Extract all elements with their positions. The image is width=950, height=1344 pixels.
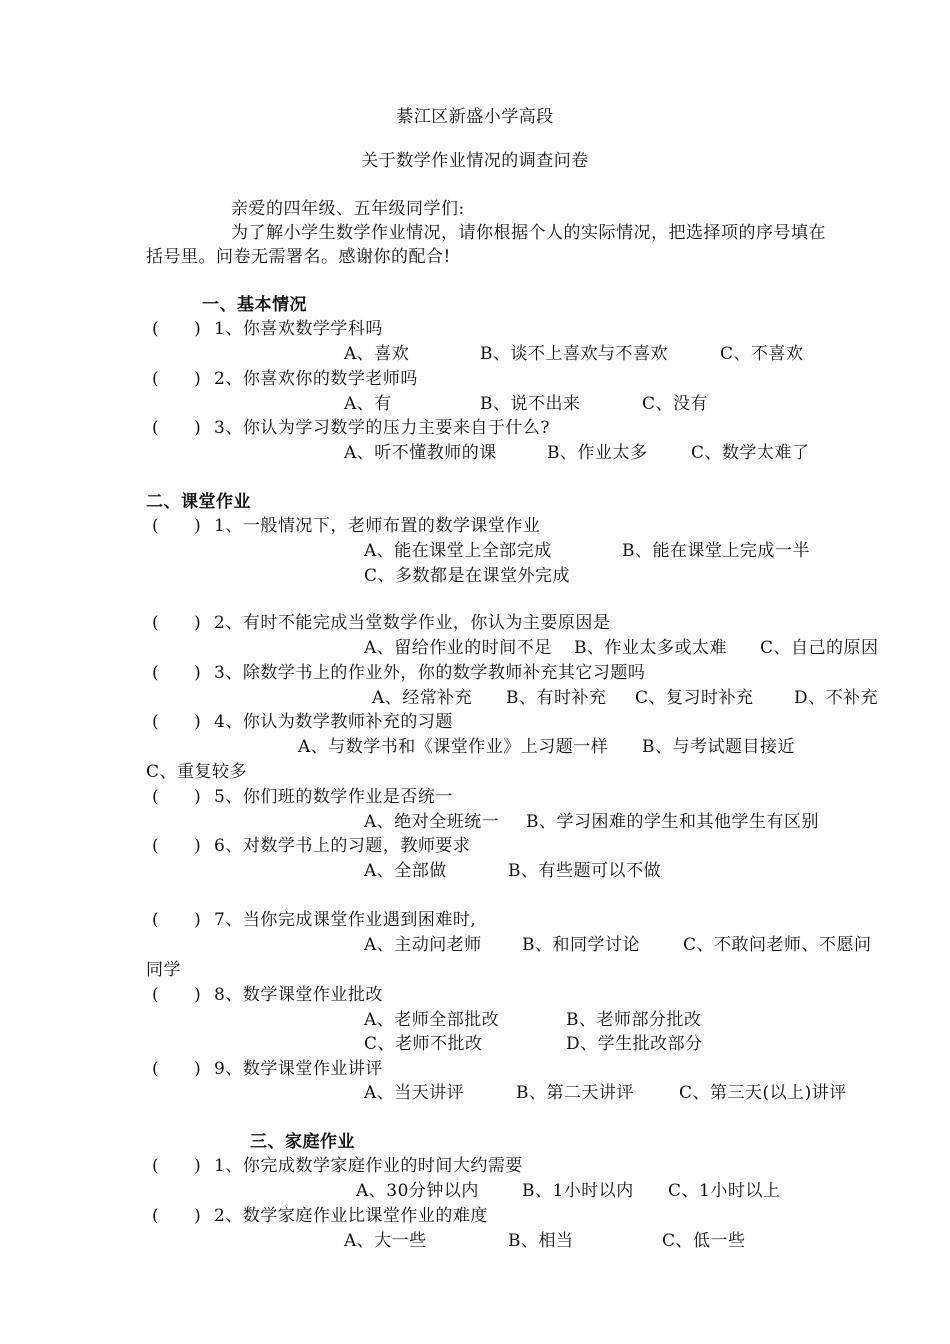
question-text: 3、除数学书上的作业外，你的数学教师补充其它习题吗 [214,663,646,683]
question-2-7 [152,909,476,931]
option: B、作业太多或太难 [574,638,727,658]
question-text: 2、你喜欢你的数学老师吗 [214,369,418,389]
question-2-1 [152,515,540,537]
option: B、说不出来 [480,394,581,414]
question-text: 1、你完成数学家庭作业的时间大约需要 [214,1156,523,1176]
option: C、多数都是在课堂外完成 [364,566,571,586]
question-text: 7、当你完成课堂作业遇到困难时, [214,910,477,930]
school-name: 綦江区新盛小学高段 [396,107,554,127]
question-text: 3、你认为学习数学的压力主要来自于什么? [214,418,550,438]
question-2-5 [152,786,453,808]
option: B、与考试题目接近 [642,737,795,757]
option: B、能在课堂上完成一半 [622,541,810,561]
option: B、相当 [508,1231,574,1251]
option: D、学生批改部分 [566,1034,703,1054]
question-text: 6、对数学书上的习题，教师要求 [214,836,471,856]
question-2-2 [152,612,610,634]
option: C、1小时以上 [668,1181,781,1201]
question-text: 8、数学课堂作业批改 [214,985,383,1005]
option: A、30分钟以内 [356,1181,479,1201]
question-3-2 [152,1205,488,1227]
question-text: 2、有时不能完成当堂数学作业，你认为主要原因是 [214,613,611,633]
option: C、复习时补充 [635,688,754,708]
option: C、不敢问老师、不愿问 [683,935,872,955]
answer-bracket[interactable]: ( ) [152,985,202,1005]
option: B、老师部分批改 [566,1010,702,1030]
question-text: 1、你喜欢数学学科吗 [214,319,383,339]
option: A、有 [344,394,392,414]
answer-bracket[interactable]: ( ) [152,319,202,339]
survey-title: 关于数学作业情况的调查问卷 [361,151,589,171]
option: B、学习困难的学生和其他学生有区别 [526,812,819,832]
question-2-6 [152,835,470,857]
option: D、不补充 [794,688,879,708]
option: C、自己的原因 [760,638,879,658]
option: B、谈不上喜欢与不喜欢 [480,344,668,364]
section-heading-basic: 一、基本情况 [202,295,307,315]
answer-bracket[interactable]: ( ) [152,516,202,536]
option: A、听不懂教师的课 [344,443,497,463]
question-1-1 [152,318,383,340]
option: C、第三天(以上)讲评 [679,1083,847,1103]
option: C、重复较多 [146,762,248,782]
option: A、老师全部批改 [364,1010,500,1030]
option: A、主动问老师 [364,935,482,955]
section-heading-homework: 三、家庭作业 [250,1132,355,1152]
option: A、与数学书和《课堂作业》上习题一样 [298,737,609,757]
question-text: 4、你认为数学教师补充的习题 [214,712,453,732]
question-2-9 [152,1058,383,1080]
option: B、作业太多 [547,443,648,463]
option: B、有时补充 [506,688,607,708]
answer-bracket[interactable]: ( ) [152,1156,202,1176]
option: B、1小时以内 [522,1181,634,1201]
option: A、当天讲评 [364,1083,465,1103]
option: B、第二天讲评 [516,1083,634,1103]
answer-bracket[interactable]: ( ) [152,663,202,683]
option: A、喜欢 [344,344,410,364]
option: C、没有 [642,394,709,414]
question-text: 5、你们班的数学作业是否统一 [214,787,453,807]
answer-bracket[interactable]: ( ) [152,418,202,438]
option: A、留给作业的时间不足 [364,638,552,658]
option: C、老师不批改 [364,1034,483,1054]
question-3-1 [152,1155,523,1177]
option: A、能在课堂上全部完成 [364,541,552,561]
intro-line-1: 为了解小学生数学作业情况，请你根据个人的实际情况，把选择项的序号填在 [231,223,826,243]
answer-bracket[interactable]: ( ) [152,836,202,856]
option: A、经常补充 [372,688,473,708]
intro-line-2: 括号里。问卷无需署名。感谢你的配合! [146,247,451,267]
option-wrap: 同学 [146,960,181,980]
option: C、不喜欢 [720,344,804,364]
question-text: 1、一般情况下，老师布置的数学课堂作业 [214,516,541,536]
question-text: 2、数学家庭作业比课堂作业的难度 [214,1206,488,1226]
option: B、和同学讨论 [522,935,640,955]
option: A、全部做 [364,861,447,881]
answer-bracket[interactable]: ( ) [152,369,202,389]
question-2-3 [152,662,645,684]
answer-bracket[interactable]: ( ) [152,712,202,732]
question-text: 9、数学课堂作业讲评 [214,1059,383,1079]
answer-bracket[interactable]: ( ) [152,613,202,633]
option: A、绝对全班统一 [364,812,500,832]
greeting: 亲爱的四年级、五年级同学们: [231,199,465,219]
question-2-8 [152,984,383,1006]
question-1-2 [152,368,418,390]
answer-bracket[interactable]: ( ) [152,1059,202,1079]
question-2-4 [152,711,453,733]
answer-bracket[interactable]: ( ) [152,787,202,807]
answer-bracket[interactable]: ( ) [152,910,202,930]
option: A、大一些 [344,1231,427,1251]
option: B、有些题可以不做 [508,861,661,881]
answer-bracket[interactable]: ( ) [152,1206,202,1226]
option: C、低一些 [662,1231,746,1251]
option: C、数学太难了 [691,443,810,463]
question-1-3 [152,417,550,439]
section-heading-classwork: 二、课堂作业 [146,492,251,512]
